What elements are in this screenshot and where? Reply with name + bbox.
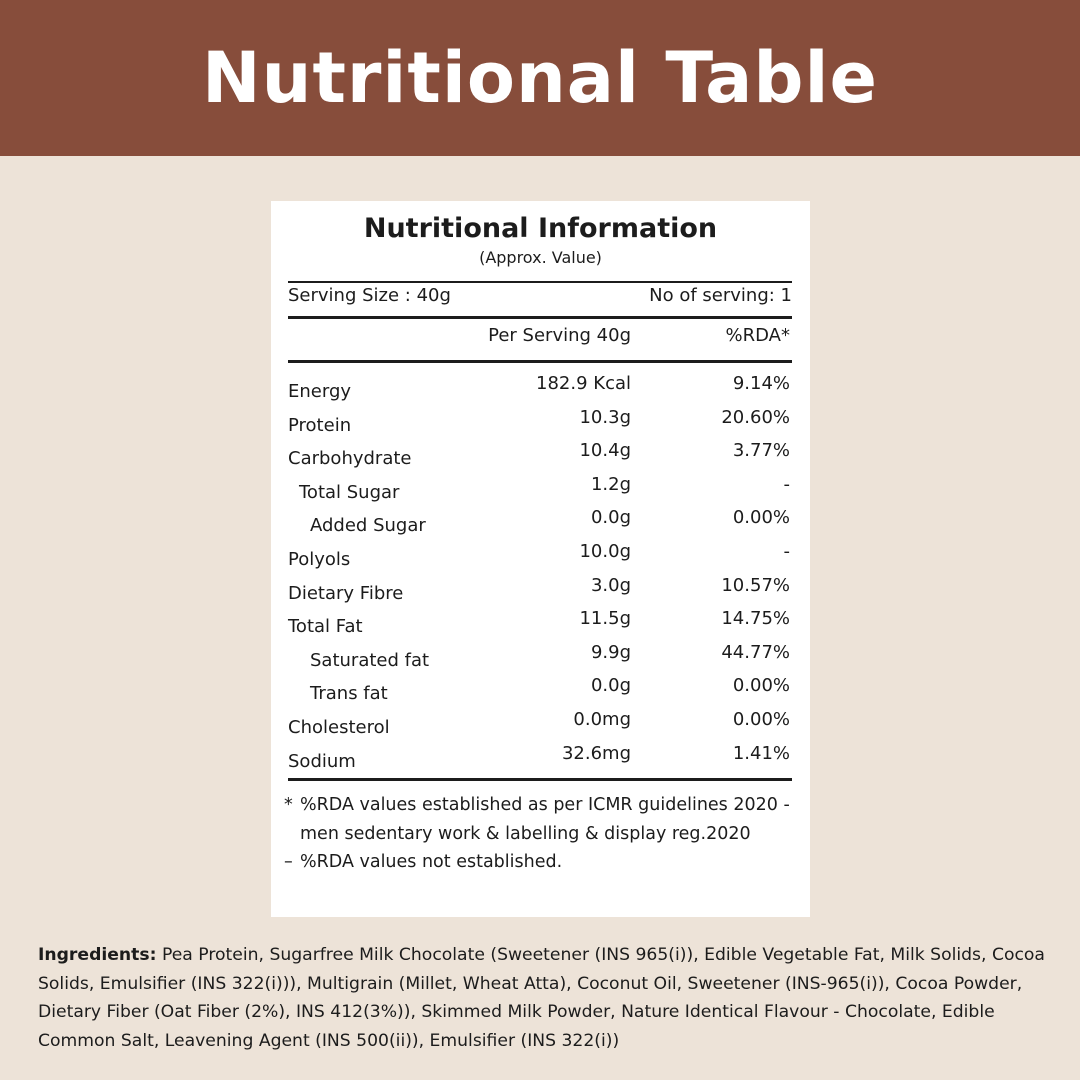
servings-count: No of serving: 1 [649, 285, 792, 306]
card-subtitle: (Approx. Value) [479, 248, 602, 267]
footnotes [284, 791, 799, 877]
nutrient-value: 32.6mg [561, 742, 631, 764]
nutrient-value: 11.5g [579, 608, 631, 630]
nutrient-row [288, 675, 792, 708]
nutrient-value: 9.9g [590, 641, 631, 663]
nutrient-value: 182.9 Kcal [536, 373, 631, 394]
nutrient-name: Trans fat [310, 683, 388, 705]
nutrient-rda: - [783, 541, 790, 562]
card-title: Nutritional Information [363, 213, 718, 244]
nutrient-value: 1.2g [590, 473, 631, 495]
nutrient-row [288, 575, 792, 608]
footnote-not-established [284, 848, 799, 877]
nutrient-row [288, 709, 792, 742]
column-header-per-serving: Per Serving 40g [488, 325, 631, 346]
divider [288, 281, 792, 283]
nutrient-rda: - [783, 473, 790, 495]
nutrient-rda: 0.00% [732, 507, 790, 529]
nutrient-rda: 10.57% [721, 574, 790, 596]
footnote-rda-text: %RDA values established as per ICMR guidelines 2020 - men sedentary work & labelling & display reg.2020 [300, 795, 790, 844]
column-header-row [288, 325, 792, 355]
nutrient-name: Total Fat [288, 616, 363, 638]
title-banner [0, 0, 1080, 156]
footnote-rda [284, 791, 799, 848]
nutrient-rda: 9.14% [732, 373, 790, 394]
nutrient-row [288, 608, 792, 641]
nutrient-rda: 1.41% [732, 742, 790, 764]
nutrient-name: Sodium [288, 750, 356, 772]
ingredients [38, 941, 1050, 1055]
nutrient-value: 0.0g [590, 675, 631, 697]
serving-size: Serving Size : 40g [288, 285, 451, 306]
ingredients-label: Ingredients: [38, 945, 157, 965]
nutrient-row [288, 541, 792, 574]
nutrient-row [288, 474, 792, 507]
serving-row [288, 285, 792, 313]
nutrient-value: 10.0g [579, 541, 631, 562]
nutrient-rda: 14.75% [721, 608, 790, 630]
nutrient-name: Carbohydrate [288, 448, 412, 470]
nutrient-rda: 20.60% [721, 406, 790, 428]
nutrient-name: Saturated fat [310, 649, 430, 671]
nutrient-row [288, 373, 792, 406]
nutrition-card [271, 201, 810, 917]
dash: – [284, 852, 293, 872]
footnote-not-established-text: %RDA values not established. [300, 852, 563, 872]
nutrient-value: 3.0g [590, 574, 631, 596]
nutrient-value: 0.0mg [573, 709, 631, 730]
ingredients-text: Pea Protein, Sugarfree Milk Chocolate (Sweetener (INS 965(i)), Edible Vegetable Fat, Milk Solids, Cocoa Solids, Emulsifier (INS 322(i))), Multigrain (Millet, Wheat Atta), Coconut Oil, Sweetener (INS-965(i)), Cocoa Powder, Dietary Fiber (Oat Fiber (2%), INS 412(3%)), Skimmed Milk Powder, Nature Identical Flavour - Chocolate, Edible Common Salt, Leavening Agent (INS 500(ii)), Emulsifier (INS 322(i)) [38, 945, 1045, 1051]
nutrient-name: Total Sugar [299, 481, 400, 503]
nutrient-value: 10.4g [579, 440, 631, 462]
nutrient-name: Polyols [288, 549, 351, 570]
nutrient-rda: 0.00% [732, 675, 790, 697]
divider [288, 778, 792, 781]
nutrient-name: Dietary Fibre [288, 582, 404, 604]
nutrient-rda: 3.77% [732, 440, 790, 462]
asterisk: * [284, 795, 293, 815]
nutrient-row [288, 642, 792, 675]
column-header-rda: %RDA* [725, 325, 790, 346]
nutrient-row [288, 440, 792, 473]
nutrient-name: Protein [288, 414, 352, 436]
nutrient-value: 0.0g [590, 507, 631, 529]
page-title: Nutritional Table [202, 37, 878, 119]
nutrient-row [288, 407, 792, 440]
nutrient-row [288, 507, 792, 540]
divider [288, 316, 792, 319]
divider [288, 360, 792, 363]
nutrient-rda: 44.77% [721, 641, 790, 663]
nutrient-value: 10.3g [579, 406, 631, 428]
nutrient-row [288, 743, 792, 776]
nutrient-name: Cholesterol [288, 717, 390, 738]
nutrient-name: Energy [288, 381, 352, 402]
nutrient-rda: 0.00% [732, 709, 790, 730]
nutrient-name: Added Sugar [310, 515, 426, 537]
